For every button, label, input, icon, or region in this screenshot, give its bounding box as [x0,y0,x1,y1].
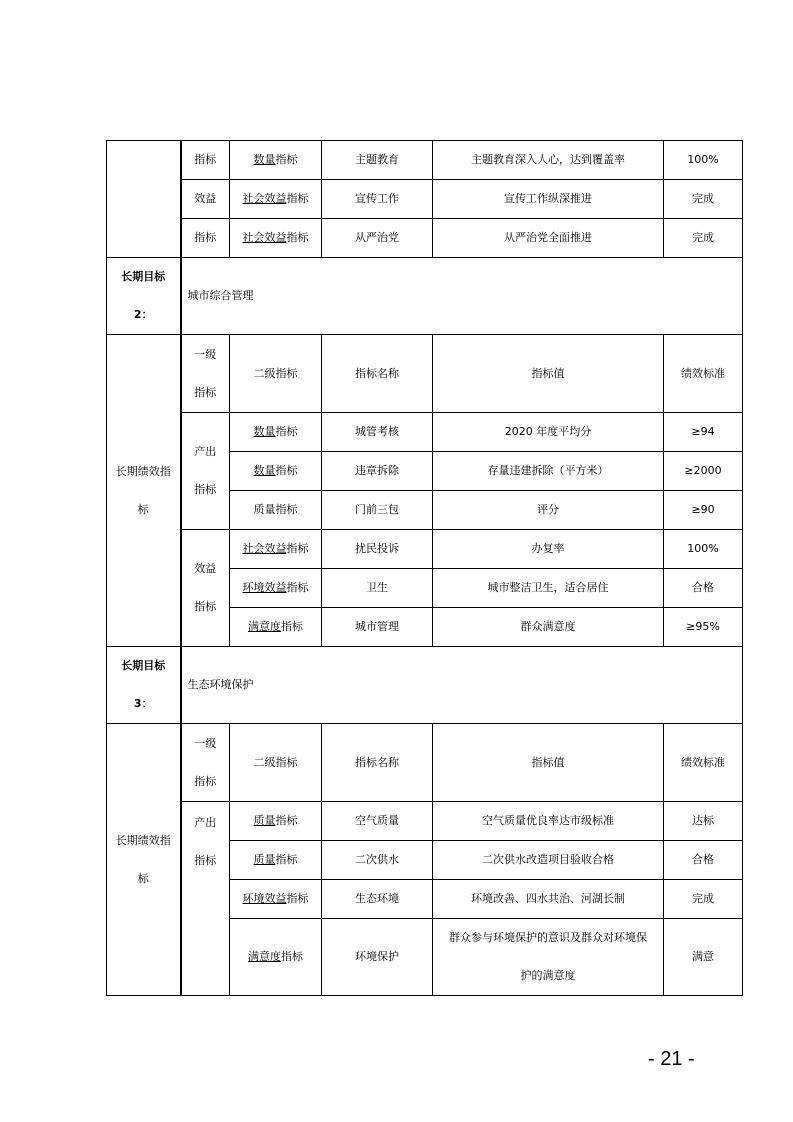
indicator-name-cell: 主题教育 [322,141,433,180]
group-label-cell: 产出 指标 [181,413,230,530]
indicator-value-cell: 群众参与环境保护的意识及群众对环境保 护的满意度 [433,919,664,996]
level2-cell: 社会效益指标 [230,180,322,219]
level2-cell: 质量指标 [230,841,322,880]
standard-cell: 合格 [664,841,743,880]
performance-table [106,140,743,996]
level2-cell: 环境效益指标 [230,880,322,919]
level2-cell: 社会效益指标 [230,219,322,258]
level2-cell: 质量指标 [230,802,322,841]
table-row [107,141,743,180]
standard-cell: 达标 [664,802,743,841]
indicator-name-cell: 城管考核 [322,413,433,452]
standard-cell: 完成 [664,180,743,219]
goal-row [107,647,743,724]
level2-cell: 数量指标 [230,413,322,452]
indicator-value-cell: 二次供水改造项目验收合格 [433,841,664,880]
table-row [107,219,743,258]
indicator-name-cell: 生态环境 [322,880,433,919]
standard-cell: 100% [664,141,743,180]
level1-cell: 效益 [181,180,230,219]
indicator-value-cell: 从严治党全面推进 [433,219,664,258]
indicator-name-cell: 扰民投诉 [322,530,433,569]
indicator-name-cell: 城市管理 [322,608,433,647]
goal-label-cell: 长期目标 2： [107,258,181,335]
indicator-name-cell: 空气质量 [322,802,433,841]
group-label-cell: 产出 指标 [181,802,230,996]
goal-content-cell: 城市综合管理 [181,258,743,335]
level2-header-cell: 二级指标 [230,335,322,413]
indicator-value-cell: 评分 [433,491,664,530]
value-header-cell: 指标值 [433,335,664,413]
standard-cell: 满意 [664,919,743,996]
standard-cell: ≥90 [664,491,743,530]
name-header-cell: 指标名称 [322,724,433,802]
goal-content-cell: 生态环境保护 [181,647,743,724]
standard-header-cell: 绩效标准 [664,335,743,413]
indicator-value-cell: 2020 年度平均分 [433,413,664,452]
indicator-value-cell: 办复率 [433,530,664,569]
header-row [107,335,743,413]
standard-header-cell: 绩效标准 [664,724,743,802]
level2-cell: 社会效益指标 [230,530,322,569]
side-label-cell: 长期绩效指 标 [107,724,181,996]
indicator-value-cell: 存量违建拆除（平方米） [433,452,664,491]
level2-cell: 数量指标 [230,452,322,491]
level2-cell: 环境效益指标 [230,569,322,608]
indicator-name-cell: 违章拆除 [322,452,433,491]
indicator-value-cell: 主题教育深入人心，达到覆盖率 [433,141,664,180]
indicator-value-cell: 空气质量优良率达市级标准 [433,802,664,841]
level2-cell: 数量指标 [230,141,322,180]
name-header-cell: 指标名称 [322,335,433,413]
header-row [107,724,743,802]
standard-cell: ≥2000 [664,452,743,491]
side-label-cell: 长期绩效指 标 [107,335,181,647]
indicator-name-cell: 宣传工作 [322,180,433,219]
blank-side-cell [107,141,181,258]
goal-row [107,258,743,335]
indicator-value-cell: 群众满意度 [433,608,664,647]
standard-cell: 100% [664,530,743,569]
page-number: - 21 - [648,1048,695,1070]
table-row [107,413,743,452]
goal-label-cell: 长期目标 3： [107,647,181,724]
indicator-value-cell: 宣传工作纵深推进 [433,180,664,219]
indicator-name-cell: 环境保护 [322,919,433,996]
level1-header-cell: 一级 指标 [181,335,230,413]
level2-header-cell: 二级指标 [230,724,322,802]
table-row [107,530,743,569]
indicator-value-cell: 城市整洁卫生，适合居住 [433,569,664,608]
level2-cell: 质量指标 [230,491,322,530]
indicator-name-cell: 卫生 [322,569,433,608]
group-label-cell: 效益 指标 [181,530,230,647]
table-row [107,180,743,219]
indicator-name-cell: 门前三包 [322,491,433,530]
standard-cell: ≥95% [664,608,743,647]
indicator-name-cell: 从严治党 [322,219,433,258]
standard-cell: 合格 [664,569,743,608]
level1-cell: 指标 [181,219,230,258]
standard-cell: ≥94 [664,413,743,452]
standard-cell: 完成 [664,219,743,258]
level1-cell: 指标 [181,141,230,180]
value-header-cell: 指标值 [433,724,664,802]
level2-cell: 满意度指标 [230,608,322,647]
table-row [107,802,743,841]
indicator-value-cell: 环境改善、四水共治、河湖长制 [433,880,664,919]
level2-cell: 满意度指标 [230,919,322,996]
level1-header-cell: 一级 指标 [181,724,230,802]
indicator-name-cell: 二次供水 [322,841,433,880]
standard-cell: 完成 [664,880,743,919]
